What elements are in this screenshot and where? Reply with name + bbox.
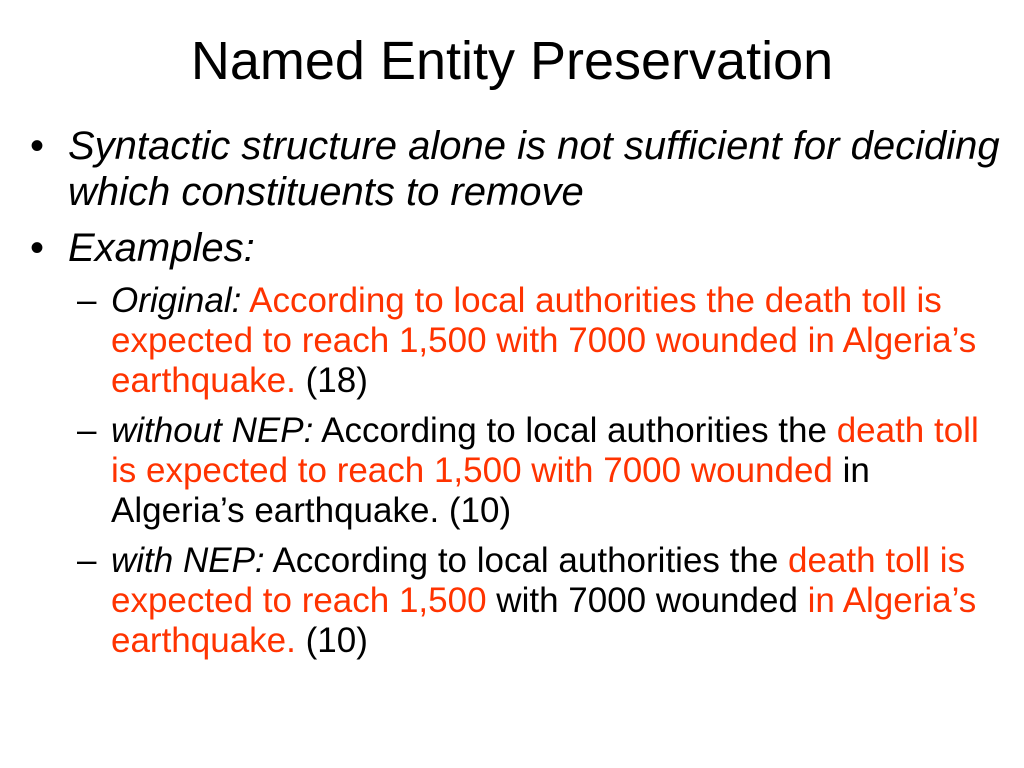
highlighted-text: death toll is expected to reach 1,500 [111,541,966,620]
example-label: without NEP: [111,411,314,450]
bullet-item [30,225,1018,271]
word-count: (18) [305,361,368,400]
example-label: with NEP: [111,541,265,580]
highlighted-text: in Algeria’s earthquake. [111,581,977,660]
bullet-text: Examples: [68,226,255,270]
highlighted-text: death toll is expected to reach 1,500 with 7000 wounded [111,411,979,490]
word-count: (10) [305,621,368,660]
plain-text: with 7000 wounded [496,581,798,620]
bullet-dot-icon: • [30,124,45,168]
bullet-dot-icon: • [30,226,45,270]
dash-icon: – [77,411,97,450]
bullet-text: Syntactic structure alone is not sufficient for deciding which constituents to remove [68,124,1000,214]
bullet-item [30,123,1018,215]
dash-icon: – [77,541,97,580]
dash-icon: – [77,281,97,320]
bullet-list [0,123,1024,661]
slide-title: Named Entity Preservation [190,31,834,91]
example-original [77,281,991,401]
highlighted-text: According to local authorities the death toll is expected to reach 1,500 with 7000 wounded in Algeria’s earthquake. [111,281,977,400]
plain-text: According to local authorities the [321,411,827,450]
plain-text: in Algeria’s earthquake. (10) [111,451,870,530]
example-with-nep [77,541,991,661]
plain-text: According to local authorities the [272,541,779,580]
example-label: Original: [111,281,242,320]
example-without-nep [77,411,991,531]
